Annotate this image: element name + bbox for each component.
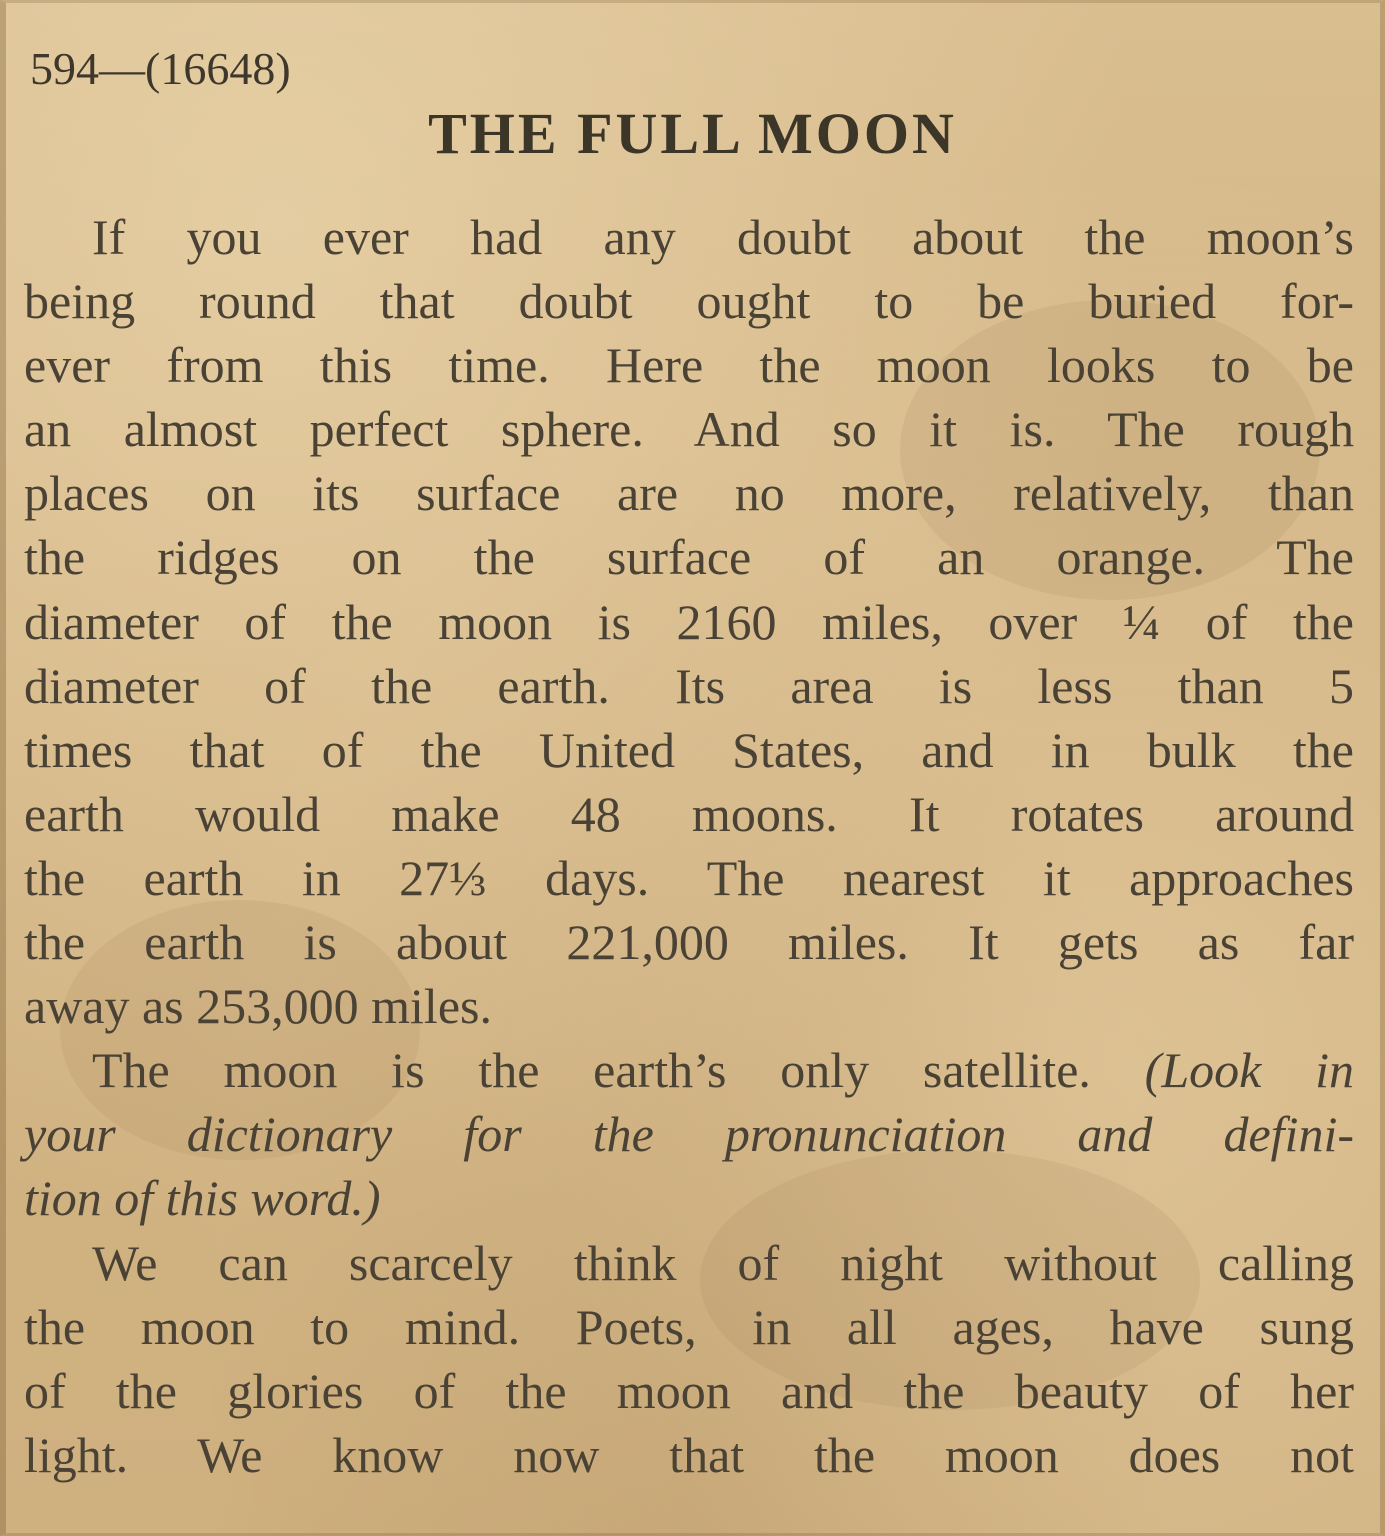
text-line: the earth is about 221,000 miles. It gets as far bbox=[24, 914, 1354, 971]
text-line: We can scarcely think of night without calling bbox=[92, 1234, 1354, 1291]
card-body bbox=[24, 205, 1354, 1487]
text-line: the earth in 27⅓ days. The nearest it approaches bbox=[24, 849, 1354, 906]
text-line: places on its surface are no more, relatively, than bbox=[24, 465, 1354, 522]
text-line: earth would make 48 moons. It rotates around bbox=[24, 785, 1354, 842]
text-segment: The moon is the earth’s only satellite. bbox=[92, 1042, 1091, 1099]
text-line: ever from this time. Here the moon looks to be bbox=[24, 337, 1354, 394]
text-line: the ridges on the surface of an orange. The bbox=[24, 529, 1354, 586]
text-line: diameter of the moon is 2160 miles, over ¼ of the bbox=[24, 593, 1354, 650]
text-line: light. We know now that the moon does not bbox=[24, 1426, 1354, 1483]
text-line: being round that doubt ought to be buried for- bbox=[24, 273, 1354, 330]
text-line: of the glories of the moon and the beauty of her bbox=[24, 1362, 1354, 1419]
text-line: If you ever had any doubt about the moon’s bbox=[92, 209, 1354, 265]
text-line: the moon to mind. Poets, in all ages, have sung bbox=[24, 1298, 1354, 1355]
text-line: an almost perfect sphere. And so it is. The rough bbox=[24, 401, 1354, 458]
card-title: THE FULL MOON bbox=[428, 101, 957, 166]
text-line: tion of this word.) bbox=[24, 1170, 381, 1227]
italic-segment: (Look in bbox=[1144, 1042, 1354, 1099]
text-line: times that of the United States, and in bulk the bbox=[24, 721, 1354, 778]
text-line: your dictionary for the pronunciation and defini- bbox=[24, 1106, 1354, 1163]
text-line bbox=[24, 1038, 1354, 1102]
text-line: away as 253,000 miles. bbox=[24, 978, 492, 1035]
text-line: diameter of the earth. Its area is less than 5 bbox=[24, 657, 1354, 714]
card-number: 594—(16648) bbox=[30, 43, 291, 94]
